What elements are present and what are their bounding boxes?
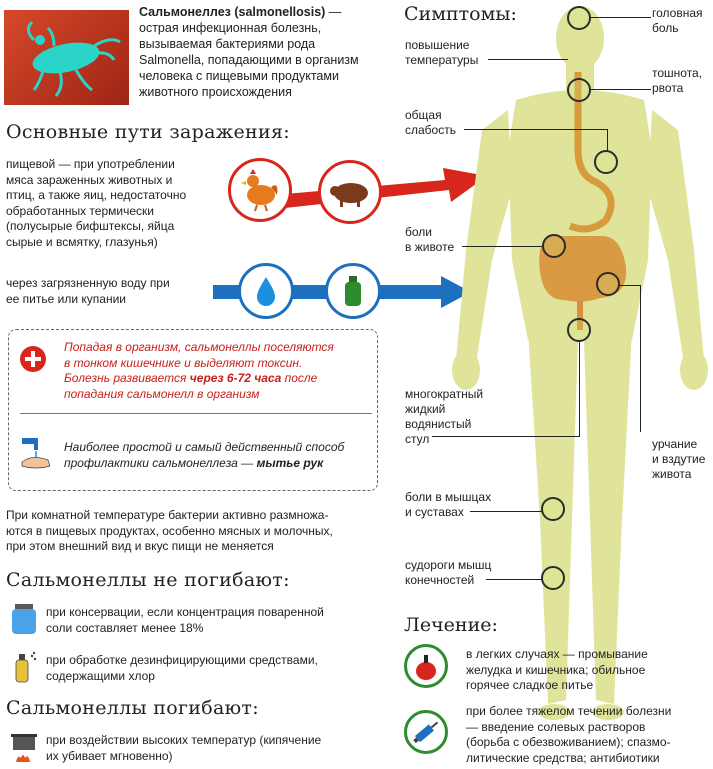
note-line: ются в пищевых продуктах, особенно мясных и молочных, [6,523,333,538]
pig-icon [321,163,379,221]
enema-bulb-icon [407,647,445,685]
symptom-line: общая [405,108,442,122]
bottle-icon [328,266,378,316]
bottle-circle [325,263,381,319]
route-food-line: сырые и всмятку, глазунья) [6,234,158,249]
treatment-line: при более тяжелом течении болезни [466,704,672,718]
leader-line [591,89,651,90]
symptom-line: тошнота, [652,66,703,80]
warning-line: попадания сальмонелл в организм [64,386,260,401]
symptom-line: многократный [405,387,484,401]
water-drop-icon [241,266,291,316]
symptom-line: и суставах [405,505,464,519]
not-die-item-1 [46,605,386,636]
joint-dot [541,497,565,521]
routes-heading: Основные пути заражения: [6,121,290,143]
belly-dot [542,234,566,258]
warning-line: после [281,371,318,385]
symptoms-heading: Симптомы: [404,3,517,25]
leader-line [470,511,542,512]
route-water-line: ее питье или купании [6,291,126,306]
die-line: их убивает мгновенно) [46,748,173,763]
colon-dot [567,318,591,342]
symptom-line: повышение [405,38,470,52]
not-die-item-2 [46,653,386,684]
enema-circle [404,644,448,688]
bowel-dot [596,272,620,296]
treatment-mild [466,647,706,694]
prevention-text [64,440,374,471]
leader-line [462,246,542,247]
symptom-line: боли [405,225,432,239]
note-line: при этом внешний вид и вкус пищи не меняется [6,539,274,553]
intro-text [139,4,379,100]
first-aid-icon [20,346,46,372]
symptom-nausea [652,66,702,96]
symptom-line: в животе [405,240,455,254]
symptom-line: водянистый [405,417,472,431]
intro-title: Сальмонеллез (salmonellosis) [139,5,326,19]
route-food-text [6,157,206,250]
symptom-line: живота [652,467,692,481]
symptom-line: боль [652,21,679,35]
symptom-line: конечностей [405,573,475,587]
symptom-muscle [405,490,491,520]
symptom-line: урчание [652,437,698,451]
jar-icon [10,602,38,641]
prevention-line: профилактики сальмонеллеза — [64,455,257,470]
hand-wash-icon [18,436,54,472]
intro-line: Salmonella, попадающими в организм [139,53,359,67]
warning-text [64,340,374,402]
chicken-circle [228,158,292,222]
not-die-line: при консервации, если концентрация поваренной [46,605,324,619]
die-item-1 [46,733,386,764]
leader-line [607,129,608,151]
treatment-line: горячее сладкое питье [466,678,594,692]
leader-line [488,59,568,60]
route-food-line: мяса зараженных животных и [6,172,173,187]
symptom-rumbling [652,437,705,482]
route-water-line: через загрязненную воду при [6,276,170,290]
syringe-circle [404,710,448,754]
symptom-line: боли в мышцах [405,490,492,504]
head-dot [567,6,591,30]
symptom-weakness [405,108,456,138]
symptom-line: головная [652,6,703,20]
intro-line: животного происхождения [139,85,292,99]
treatment-line: желудка и кишечника; обильное [466,662,646,677]
prevention-line: Наиболее простой и самый действенный способ [64,440,345,454]
pot-fire-icon [10,730,38,769]
symptom-line: судороги мышц [405,558,492,572]
symptom-line: рвота [652,81,684,95]
leader-line [486,579,542,580]
route-food-line: обработанных термически [6,203,154,218]
pig-circle [318,160,382,224]
route-water-text [6,276,206,307]
intro-line: человека с пищевыми продуктами [139,69,339,83]
symptom-belly [405,225,454,255]
symptom-line: температуры [405,53,479,67]
route-food-line: (полусырые бифштексы, яйца [6,219,175,233]
leader-line [464,129,608,130]
route-food-line: птиц, а также яиц, недостаточно [6,188,187,202]
treatment-line: в легких случаях — промывание [466,647,648,661]
not-die-line: содержащими хлор [46,668,155,683]
symptom-cramps [405,558,491,588]
symptom-line: жидкий [405,402,446,416]
leader-line [579,342,580,437]
die-line: при воздействии высоких температур (кипячение [46,733,322,747]
symptom-diarrhea [405,387,483,447]
syringe-icon [407,713,445,751]
prevention-bold: мытье рук [256,455,324,470]
warning-period: через 6-72 часа [189,371,282,385]
symptom-line: слабость [405,123,456,137]
leader-line [432,436,580,437]
treatment-line: — введение солевых растворов [466,719,646,734]
die-heading: Сальмонеллы погибают: [6,697,259,719]
water-drop-circle [238,263,294,319]
warning-line: Болезнь развивается [64,371,190,385]
not-die-heading: Сальмонеллы не погибают: [6,569,290,591]
stomach-dot [594,150,618,174]
info-divider [20,413,372,414]
treatment-line: (борьба с обезвоживанием); спазмо- [466,735,671,749]
leader-line [591,17,651,18]
spray-icon [10,650,38,689]
bacteria-icon [4,10,129,105]
note-text [6,508,386,555]
limb-dot [541,566,565,590]
symptom-line: и вздутие [652,452,706,466]
note-line: При комнатной температуре бактерии активно размножа- [6,508,329,522]
intro-dash: — [325,5,342,19]
intro-line: вызываемая бактериями рода [139,37,316,51]
intro-line: острая инфекционная болезнь, [139,21,322,35]
symptom-headache [652,6,703,36]
warning-line: Попадая в организм, сальмонеллы поселяются [64,340,334,354]
not-die-line: при обработке дезинфицирующими средствами, [46,653,318,667]
leader-line [640,285,641,432]
not-die-line: соли составляет менее 18% [46,620,204,635]
warning-line: в тонком кишечнике и выделяют токсин. [64,355,303,370]
leader-line [620,285,640,286]
bacteria-image [4,10,129,105]
throat-dot [567,78,591,102]
symptom-fever [405,38,478,68]
treatment-heading: Лечение: [404,614,498,636]
route-food-line: пищевой — при употреблении [6,157,175,171]
treatment-line: литические средства; антибиотики [466,750,660,765]
symptom-line: стул [405,432,430,446]
treatment-severe [466,704,710,766]
chicken-icon [231,161,289,219]
